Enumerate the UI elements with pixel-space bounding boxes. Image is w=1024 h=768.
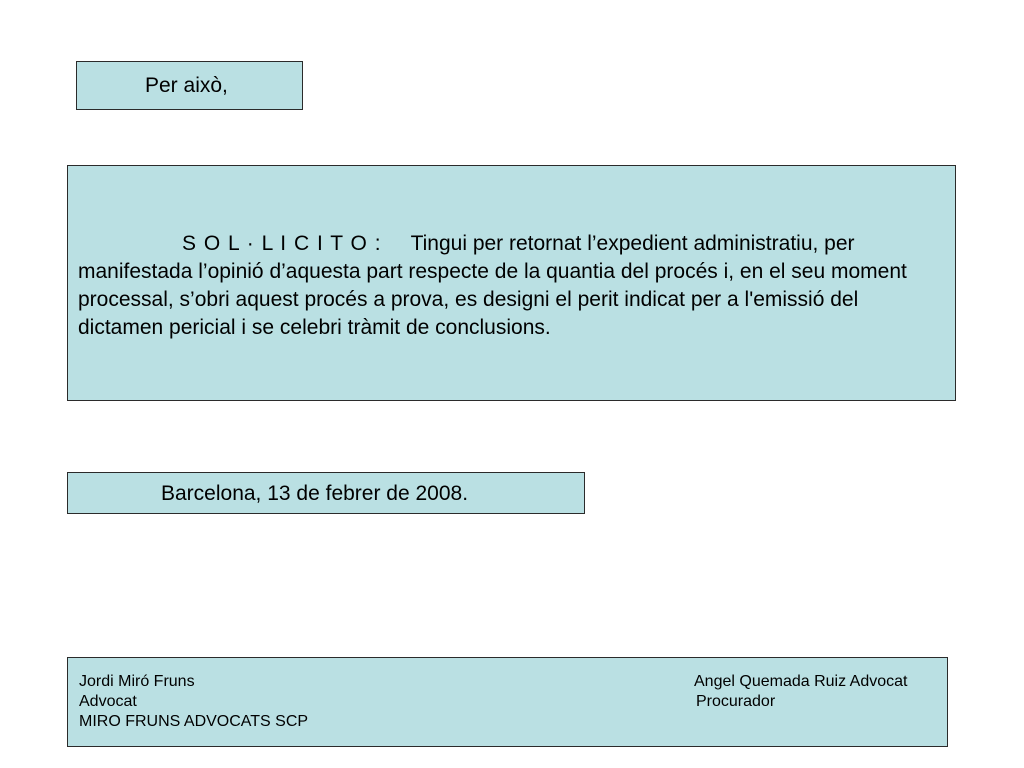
solicito-box bbox=[67, 165, 956, 401]
signature-right bbox=[694, 672, 907, 712]
procurator-role: Procurador bbox=[696, 693, 776, 710]
request-body: Tingui per retornat l’expedient administratiu, per manifestada l’opinió d’aquesta part respecte de la quantia del procés i, en el seu moment processal, s’obri aquest procés a prova, es designi el perit indicat per a l'emissió del dictamen pericial i se celebri tràmit de conclusions. bbox=[78, 232, 907, 339]
per-aixo-text: Per això, bbox=[145, 74, 228, 97]
request-heading: S O L · L I C I T O : bbox=[182, 232, 382, 255]
lawyer-name: Jordi Miró Fruns bbox=[79, 673, 195, 690]
signatures-box bbox=[67, 657, 948, 747]
signature-left bbox=[79, 672, 308, 732]
procurator-name: Angel Quemada Ruiz Advocat bbox=[694, 673, 908, 690]
date-box bbox=[67, 472, 585, 514]
lawyer-firm: MIRO FRUNS ADVOCATS SCP bbox=[79, 713, 309, 730]
date-text: Barcelona, 13 de febrer de 2008. bbox=[161, 482, 469, 505]
lawyer-role: Advocat bbox=[79, 693, 137, 710]
per-aixo-box bbox=[76, 61, 303, 110]
request-paragraph bbox=[78, 230, 938, 342]
